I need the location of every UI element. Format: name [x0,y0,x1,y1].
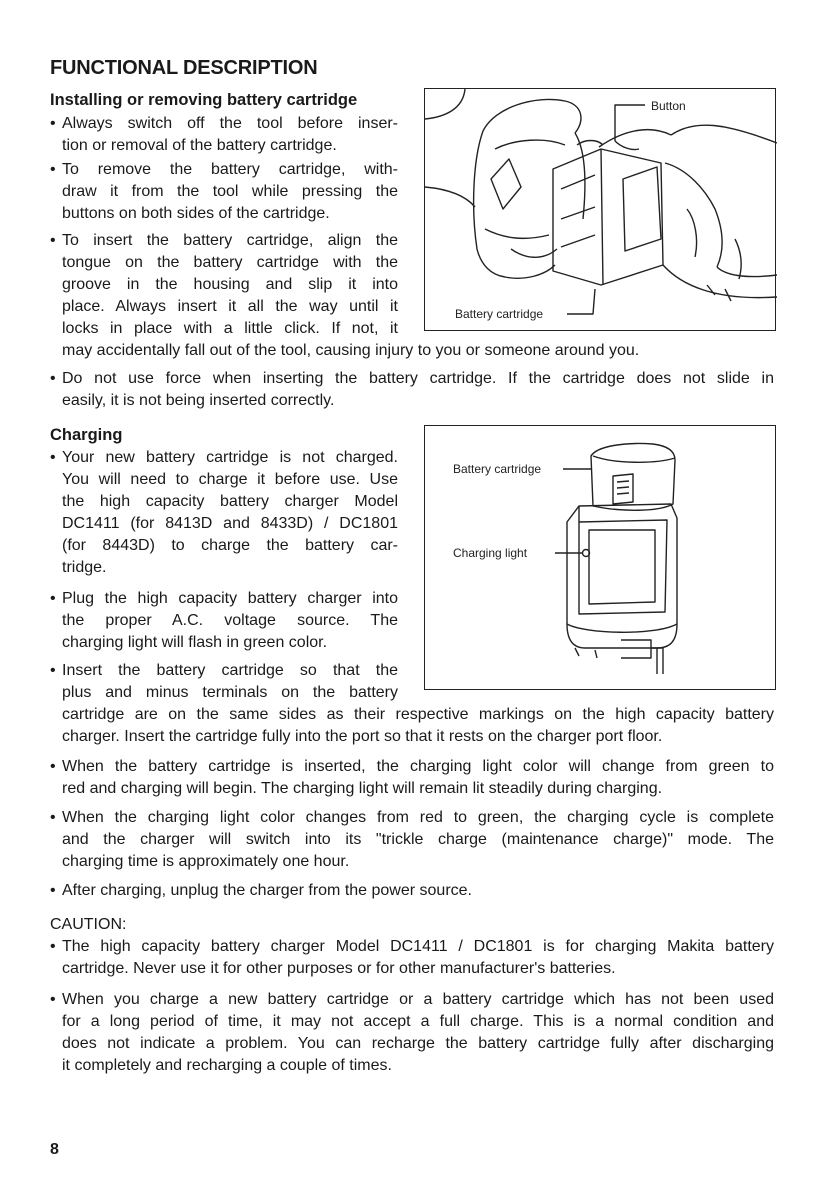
text-line: When the charging light color changes from red to green, the charging cycle is complete [62,809,774,826]
text-line: does not indicate a problem. You can recharge the battery cartridge fully after discharging [62,1035,774,1052]
text-line: The high capacity battery charger Model DC1411 / DC1801 is for charging Makita battery [62,938,774,955]
label-charging-light: Charging light [453,546,528,560]
text-line: red and charging will begin. The charging light will remain lit steadily during charging. [62,780,663,797]
charging-bullet-4 [62,756,774,800]
text-line: Insert the battery cartridge so that the [62,662,398,679]
text-line: Your new battery cartridge is not charged. [62,449,398,466]
install-heading: Installing or removing battery cartridge [50,91,358,109]
text-line: To insert the battery cartridge, align the [62,232,398,249]
text-line: When the battery cartridge is inserted, the charging light color will change from green to [62,758,774,775]
bullet-icon: • [50,370,56,387]
text-line: tongue on the battery cartridge with the [62,254,398,271]
text-line: and the charger will switch into its "trickle charge (maintenance charge)" mode. The [62,831,774,848]
caution-bullet-2 [62,989,774,1077]
install-bullet-2 [62,159,398,225]
bullet-icon: • [50,232,56,249]
install-bullet-3 [62,230,398,340]
label-battery-cartridge: Battery cartridge [455,307,544,321]
bullet-icon: • [50,758,56,775]
text-line: place. Always insert it all the way until it [62,298,398,315]
text-line: charging time is approximately one hour. [62,853,350,870]
figure-battery-insertion [424,88,776,331]
charging-bullet-1 [62,447,398,579]
bullet-icon: • [50,809,56,826]
label-button: Button [651,99,686,113]
text-line: for a long period of time, it may not accept a full charge. This is a normal condition and [62,1013,774,1030]
bullet-icon: • [50,161,56,178]
text-line: groove in the housing and slip it into [62,276,398,293]
text-line: buttons on both sides of the cartridge. [62,205,330,222]
caution-heading: CAUTION: [50,916,127,933]
text-line: charging light will flash in green color. [62,634,328,651]
bullet-icon: • [50,662,56,679]
caution-bullet-1 [62,936,774,980]
text-line: Do not use force when inserting the battery cartridge. If the cartridge does not slide in [62,370,774,387]
charging-bullet-6: After charging, unplug the charger from the power source. [62,882,472,899]
text-line: You will need to charge it before use. Use [62,471,398,488]
text-line: it completely and recharging a couple of times. [62,1057,392,1074]
bullet-icon: • [50,991,56,1008]
text-line: the high capacity battery charger Model [62,493,398,510]
text-line: (for 8443D) to charge the battery car- [62,537,398,554]
charging-heading: Charging [50,426,123,444]
text-line: Plug the high capacity battery charger into [62,590,398,607]
bullet-icon: • [50,882,56,899]
text-line: Always switch off the tool before inser- [62,115,398,132]
text-line: easily, it is not being inserted correctly. [62,392,335,409]
text-line: When you charge a new battery cartridge or a battery cartridge which has not been used [62,991,774,1008]
text-line: the proper A.C. voltage source. The [62,612,398,629]
charger-illustration [425,426,777,691]
bullet-icon: • [50,115,56,132]
text-line: may accidentally fall out of the tool, causing injury to you or someone around you. [62,342,640,359]
label-battery-cartridge: Battery cartridge [453,462,542,476]
text-line: tion or removal of the battery cartridge. [62,137,337,154]
bullet-icon: • [50,449,56,466]
text-line: draw it from the tool while pressing the [62,183,398,200]
bullet-icon: • [50,590,56,607]
text-line: charger. Insert the cartridge fully into the port so that it rests on the charger port floor. [62,728,663,745]
text-line: cartridge. Never use it for other purposes or for other manufacturer's batteries. [62,960,616,977]
page-number: 8 [50,1141,59,1158]
charging-bullet-2 [62,588,398,654]
section-title: FUNCTIONAL DESCRIPTION [50,57,318,79]
charging-bullet-3 [62,660,398,704]
text-line: tridge. [62,559,107,576]
text-line: locks in place with a little click. If not, it [62,320,398,337]
figure-charger [424,425,776,690]
bullet-icon: • [50,938,56,955]
tool-illustration [425,89,777,332]
install-bullet-4 [62,368,774,412]
text-line: plus and minus terminals on the battery [62,684,398,701]
text-line: DC1411 (for 8413D and 8433D) / DC1801 [62,515,398,532]
charging-bullet-5 [62,807,774,873]
charging-bullet-3-cont [62,704,774,748]
text-line: To remove the battery cartridge, with- [62,161,398,178]
install-bullet-1 [62,113,398,157]
text-line: cartridge are on the same sides as their respective markings on the high capacity battery [62,706,774,723]
